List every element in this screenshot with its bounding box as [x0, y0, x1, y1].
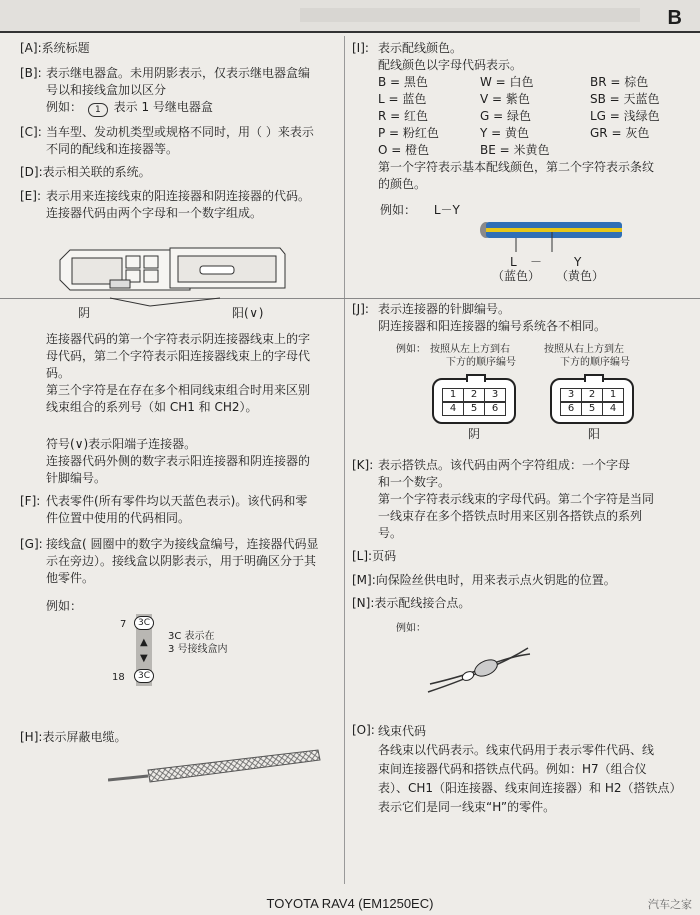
- item-g-label: [G]:: [20, 537, 43, 551]
- male-label-wrap: [232, 305, 263, 322]
- pin-cell: 4: [442, 402, 464, 416]
- pin-cell: 6: [485, 402, 506, 416]
- item-h-label: [H]:: [20, 730, 43, 744]
- page-letter: B: [667, 7, 682, 29]
- item-c-label: [C]:: [20, 125, 42, 139]
- item-i-line1: 表示配线颜色。: [378, 41, 463, 55]
- pin-cell: 1: [442, 388, 464, 402]
- relay-box-number-icon: 1: [88, 103, 108, 117]
- wire-legend-y-name: （黄色）: [556, 269, 605, 283]
- wire-legend-dash: －: [530, 255, 543, 269]
- item-e: [46, 188, 342, 222]
- item-h-text: 表示屏蔽电缆。: [42, 730, 127, 744]
- female-latch: [466, 374, 486, 382]
- splice-point-icon: [424, 640, 534, 700]
- male-connector-icon: [170, 248, 285, 288]
- item-f-line1: 代表零件(所有零件均以天蓝色表示)。该代码和零: [46, 494, 308, 508]
- item-i-example: [380, 202, 460, 219]
- color-cell: L = 蓝色: [378, 92, 427, 106]
- item-i-note2: 的颜色。: [378, 177, 427, 191]
- color-cell: BE = 米黄色: [480, 143, 550, 157]
- wire-legend-l: L: [510, 255, 517, 269]
- pin-cell: 2: [464, 388, 485, 402]
- item-i-example-label: 例如：: [380, 203, 417, 217]
- color-row: [378, 125, 660, 142]
- pin-cell: 3: [560, 388, 582, 402]
- e-para3-l3: 针脚编号。: [46, 471, 107, 485]
- example-suffix: 表示 1 号继电器盒: [113, 100, 213, 114]
- item-g-line2: 示在旁边）。接线盒以阴影表示，用于明确区分于其: [46, 554, 317, 568]
- color-row: [378, 91, 660, 108]
- male-label: 阳(: [232, 306, 249, 320]
- item-n-label: [N]:: [352, 596, 375, 610]
- item-b-label: [B]:: [20, 66, 42, 80]
- male-caption-2: 下方的顺序编号: [560, 357, 630, 368]
- color-cell: LG = 浅绿色: [590, 109, 660, 123]
- item-n: [352, 595, 470, 612]
- e-para3-b: )表示阳端子连接器。: [83, 437, 197, 451]
- item-i-line2: 配线颜色以字母代码表示。: [378, 58, 523, 72]
- item-e-line1: 表示用来连接线束的阳连接器和阴连接器的代码。: [46, 189, 311, 203]
- item-o: [378, 722, 682, 817]
- example-prefix: 例如：: [46, 100, 83, 114]
- item-n-example: 例如：: [396, 623, 426, 634]
- female-pin-connector: [432, 378, 516, 424]
- female-caption: [430, 343, 516, 369]
- item-k-line4: 一线束存在多个搭铁点时用来区别各搭铁点的系列: [378, 509, 643, 523]
- item-k-line1: 表示搭铁点。该代码由两个字符组成：一个字母: [378, 458, 631, 472]
- color-cell: G = 绿色: [480, 109, 531, 123]
- color-cell: O = 橙色: [378, 143, 430, 157]
- pin-cell: 6: [560, 402, 582, 416]
- item-o-line5: 表示它们是同一线束“H”的零件。: [378, 800, 556, 814]
- item-e-label: [E]:: [20, 189, 41, 203]
- male-latch: [584, 374, 604, 382]
- item-g-example: 例如：: [46, 599, 83, 613]
- color-cell: SB = 天蓝色: [590, 92, 660, 106]
- e-para1-l1: 连接器代码的第一个字符表示阴连接器线束上的字: [46, 332, 311, 346]
- item-k-label: [K]:: [352, 458, 374, 472]
- junction-bot-code: 3C: [134, 669, 154, 683]
- junction-top-pin: 7: [120, 619, 127, 630]
- male-bot-row: [560, 402, 624, 416]
- item-e-symbol: [46, 436, 342, 487]
- color-cell: BR = 棕色: [590, 75, 649, 89]
- item-f: [46, 493, 342, 527]
- pin-cell: 5: [464, 402, 485, 416]
- color-cell: [590, 142, 660, 159]
- item-k-line5: 号。: [378, 526, 403, 540]
- wire-legend-y: Y: [574, 255, 582, 269]
- pin-cell: 2: [582, 388, 603, 402]
- item-c-line1: 当车型、发动机类型或规格不同时，用（ ）来表示: [46, 125, 314, 139]
- male-pin-connector: [550, 378, 634, 424]
- item-o-line2: 各线束以代码表示。线束代码用于表示零件代码、线: [378, 743, 655, 757]
- color-code-table: [378, 74, 660, 159]
- male-label-close: ): [258, 306, 264, 320]
- male-terminal-icon: ∨: [74, 437, 84, 451]
- male-symbol-icon: ∨: [249, 306, 259, 320]
- junction-bot-pin: 18: [112, 672, 125, 683]
- item-d: [20, 164, 151, 181]
- item-o-line3: 束间连接器代码和搭铁点代码。例如：H7（组合仪: [378, 762, 647, 776]
- male-top-row: [560, 388, 624, 402]
- item-o-line4: 表）、CH1（阳连接器、线束间连接器）和 H2（搭铁点）: [378, 781, 682, 795]
- e-para2-l2: 线束组合的系列号（如 CH1 和 CH2）。: [46, 400, 258, 414]
- item-g-line1: 接线盒( 圆圈中的数字为接线盒编号，连接器代码显: [46, 537, 319, 551]
- item-f-line2: 件位置中使用的代码相同。: [46, 511, 191, 525]
- e-para3-l2: 连接器代码外侧的数字表示阳连接器和阴连接器的: [46, 454, 311, 468]
- item-i-note1: 第一个字符表示基本配线颜色，第二个字符表示条纹: [378, 160, 655, 174]
- female-caption-2: 下方的顺序编号: [446, 357, 516, 368]
- item-a-label: [A]:: [20, 41, 42, 55]
- corner-watermark: 汽车之家: [648, 898, 692, 911]
- item-m-label: [M]:: [352, 573, 376, 587]
- junction-arrow-down-icon: ▲: [140, 637, 148, 648]
- column-divider: [344, 36, 345, 298]
- item-b: [46, 65, 342, 117]
- male-pin-label: 阳: [588, 427, 601, 441]
- wire-color-icon: [478, 218, 628, 254]
- item-c-line2: 不同的配线和连接器等。: [46, 142, 179, 156]
- column-divider-lower: [344, 299, 345, 884]
- item-g-line3: 他零件。: [46, 571, 95, 585]
- item-l: [352, 548, 396, 565]
- wire-legend-l-name: （蓝色）: [492, 269, 541, 283]
- pin-cell: 5: [582, 402, 603, 416]
- female-label: 阴: [78, 306, 91, 320]
- e-para1-l3: 码。: [46, 366, 71, 380]
- color-cell: V = 紫色: [480, 92, 530, 106]
- e-para1-l2: 母代码，第二个字符表示阳连接器线束上的字母代: [46, 349, 311, 363]
- header-rule: [0, 31, 700, 33]
- item-j-line1: 表示连接器的针脚编号。: [378, 302, 511, 316]
- item-k-line3: 第一个字符表示线束的字母代码。第二个字符是当同: [378, 492, 655, 506]
- item-k-line2: 和一个数字。: [378, 475, 451, 489]
- item-m: [352, 572, 616, 589]
- item-g: [46, 536, 342, 587]
- item-i-example-code: L－Y: [433, 203, 460, 217]
- color-cell: W = 白色: [480, 75, 534, 89]
- male-caption-1: 按照从右上方到左: [544, 344, 624, 355]
- item-o-line1: 线束代码: [378, 724, 427, 738]
- item-l-label: [L]:: [352, 549, 373, 563]
- item-j-label: [J]:: [352, 302, 369, 316]
- e-para2-l1: 第三个字符是在存在多个相同线束组合时用来区别: [46, 383, 311, 397]
- item-f-label: [F]:: [20, 494, 41, 508]
- item-n-text: 表示配线接合点。: [374, 596, 471, 610]
- item-j: [378, 301, 678, 335]
- item-e-detail: [46, 331, 342, 416]
- female-bot-row: [442, 402, 506, 416]
- pin-cell: 4: [603, 402, 624, 416]
- item-o-label: [O]:: [352, 723, 375, 737]
- e-para3-l1: [46, 436, 342, 453]
- color-cell: R = 红色: [378, 109, 429, 123]
- item-a-text: 系统标题: [41, 41, 90, 55]
- male-caption: [544, 343, 630, 369]
- item-i: [378, 40, 678, 193]
- item-d-text: 表示相关联的系统。: [42, 165, 151, 179]
- item-i-label: [I]:: [352, 41, 369, 55]
- color-row: [378, 108, 660, 125]
- item-d-label: [D]:: [20, 165, 43, 179]
- junction-arrow-up-icon: ▼: [140, 653, 148, 664]
- item-k: [378, 457, 678, 542]
- female-top-row: [442, 388, 506, 402]
- junction-note2: 3 号接线盒内: [168, 644, 228, 655]
- header-band: [300, 8, 640, 22]
- footer-title: TOYOTA RAV4 (EM1250EC): [266, 896, 434, 911]
- color-row: [378, 74, 660, 91]
- e-para3-a: 符号(: [46, 437, 75, 451]
- item-b-line2: 号以和接线盒加以区分: [46, 83, 167, 97]
- color-cell: Y = 黄色: [480, 126, 530, 140]
- junction-top-code: 3C: [134, 616, 154, 630]
- pin-cell: 1: [603, 388, 624, 402]
- item-j-example: 例如：: [396, 344, 426, 355]
- color-cell: GR = 灰色: [590, 126, 650, 140]
- item-e-line2: 连接器代码由两个字母和一个数字组成。: [46, 206, 263, 220]
- female-pin-label: 阴: [468, 427, 481, 441]
- color-row: [378, 142, 660, 159]
- color-cell: P = 粉红色: [378, 126, 439, 140]
- pin-cell: 3: [485, 388, 506, 402]
- junction-note: [168, 630, 228, 656]
- shielded-cable-icon: [108, 740, 328, 790]
- item-l-text: 页码: [372, 549, 397, 563]
- color-cell: B = 黑色: [378, 75, 428, 89]
- female-caption-1: 按照从左上方到右: [430, 344, 510, 355]
- item-b-example: [46, 99, 342, 117]
- item-c: [46, 124, 342, 158]
- item-m-text: 向保险丝供电时，用来表示点火钥匙的位置。: [375, 573, 616, 587]
- item-a: [20, 40, 90, 57]
- item-j-line2: 阴连接器和阳连接器的编号系统各不相同。: [378, 319, 607, 333]
- junction-note1: 3C 表示在: [168, 631, 215, 642]
- item-b-line1: 表示继电器盒。未用阴影表示，仅表示继电器盒编: [46, 66, 311, 80]
